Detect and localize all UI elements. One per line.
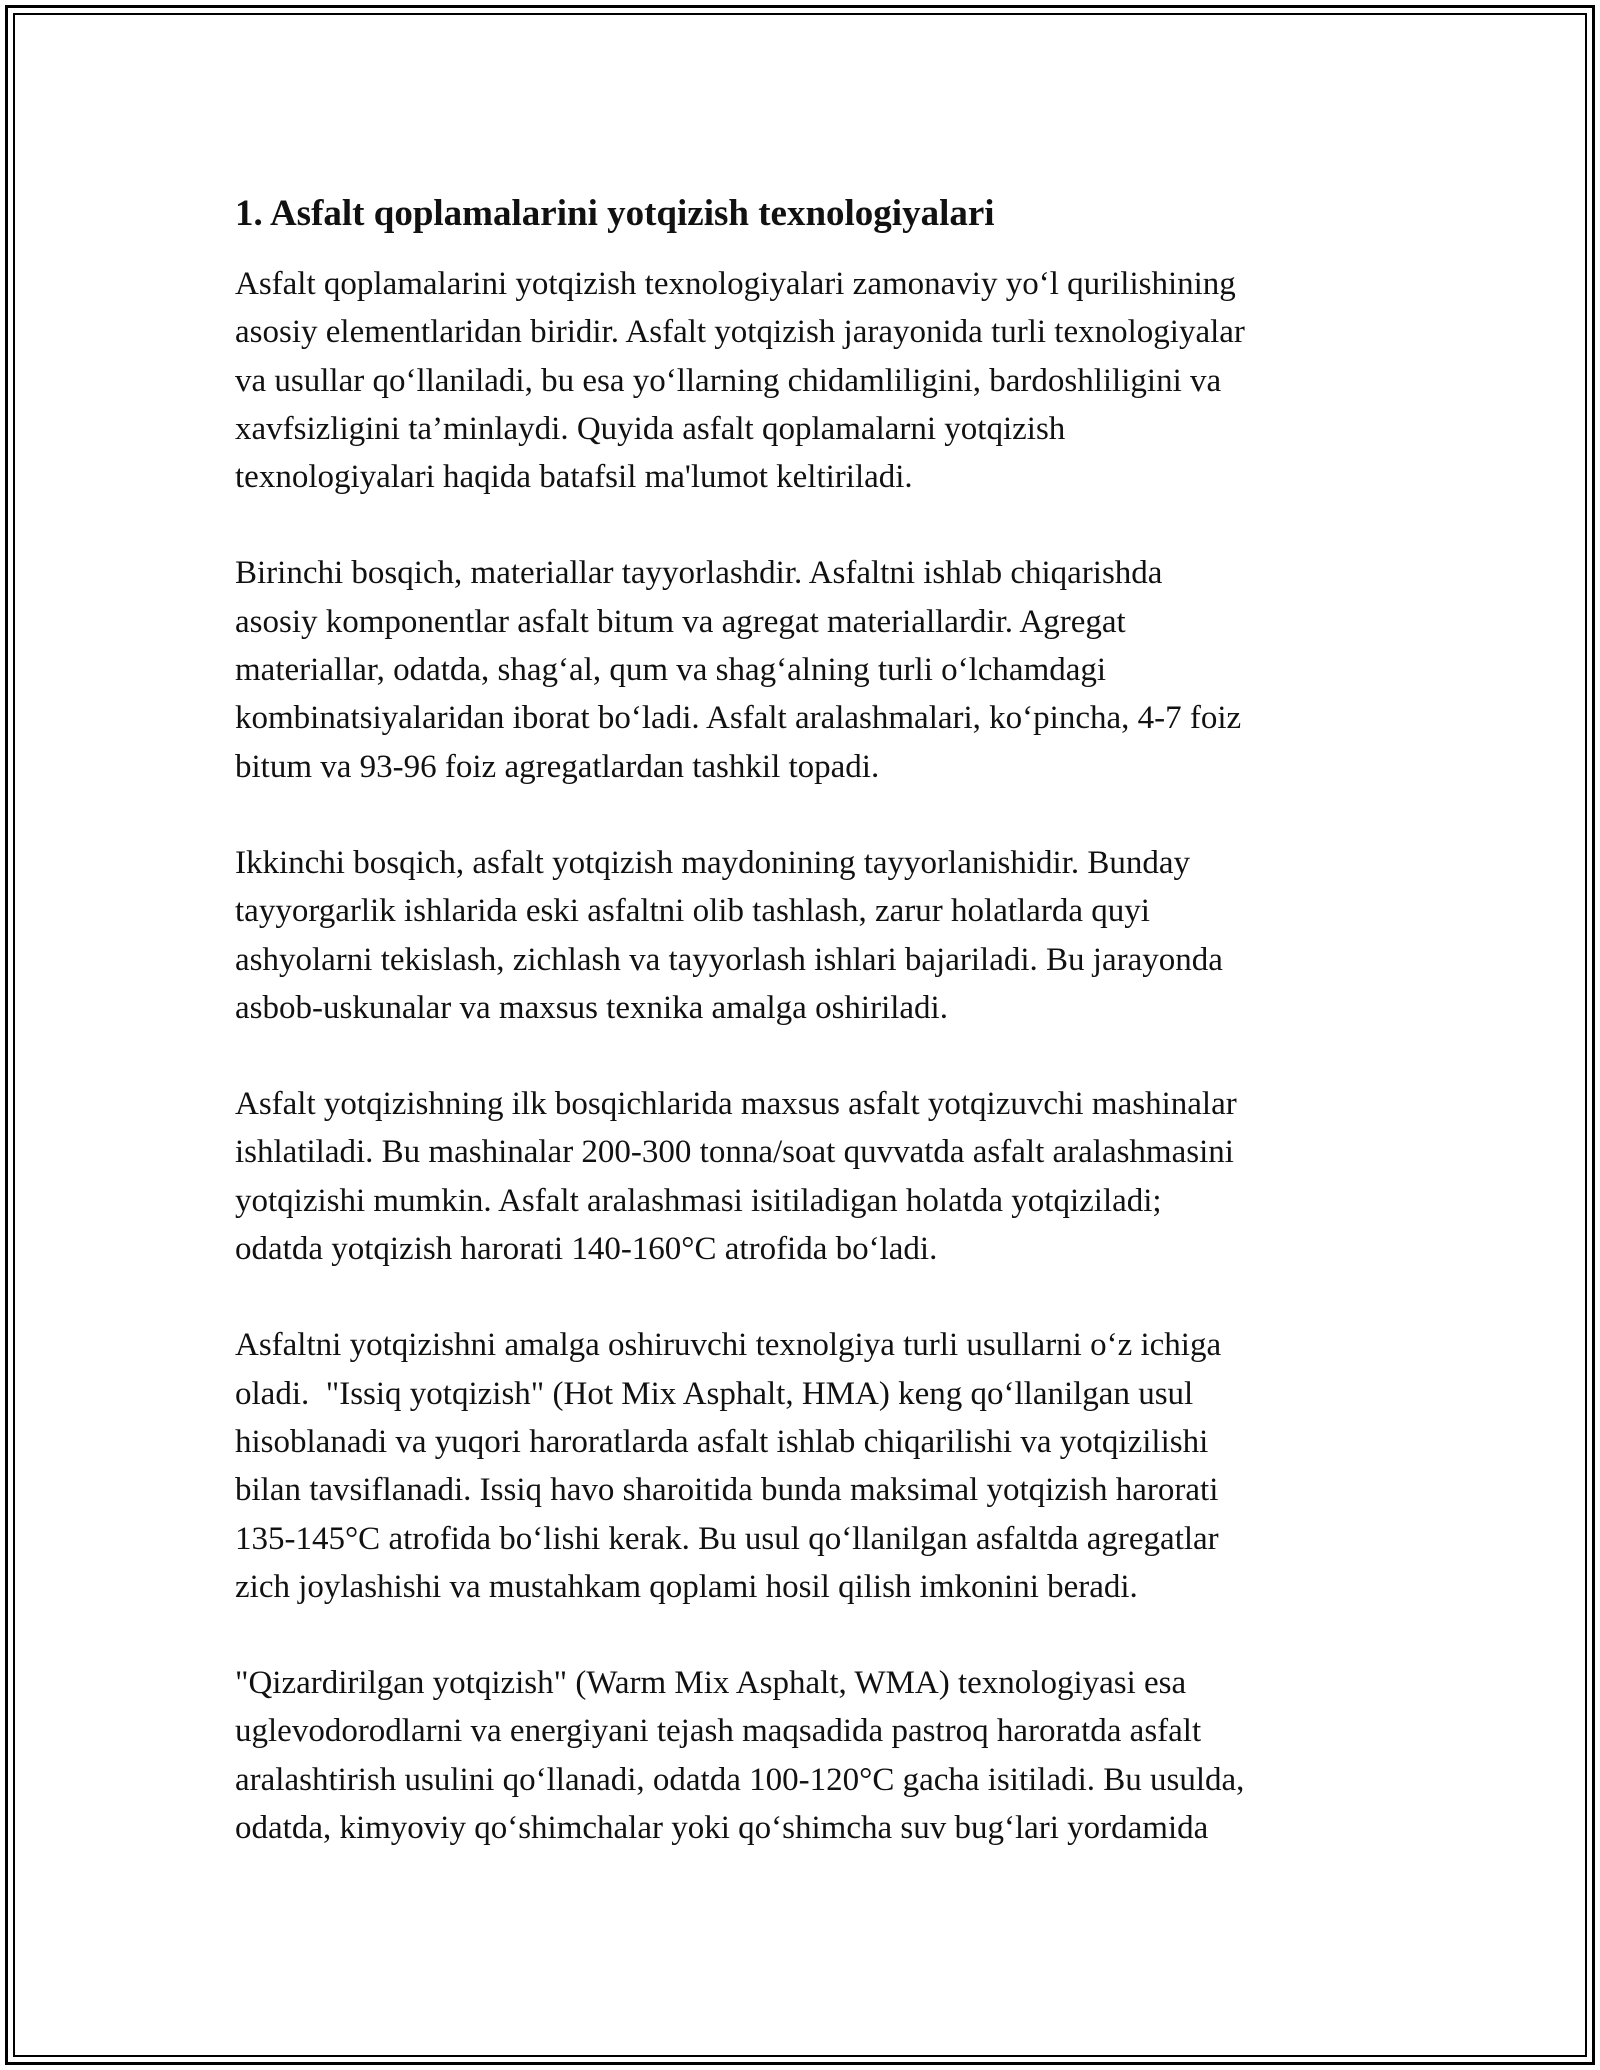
text-line: yotqizishi mumkin. Asfalt aralashmasi isitiladigan holatda yotqiziladi;: [235, 1182, 1162, 1219]
text-line: asosiy komponentlar asfalt bitum va agregat materiallardir. Agregat: [235, 603, 1126, 640]
text-line: bilan tavsiflanadi. Issiq havo sharoitida bunda maksimal yotqizish harorati: [235, 1472, 1219, 1509]
text-line: hisoblanadi va yuqori haroratlarda asfalt ishlab chiqarilishi va yotqizilishi: [235, 1423, 1209, 1460]
paragraph: [235, 1080, 1375, 1273]
text-line: Asfaltni yotqizishni amalga oshiruvchi texnolgiya turli usullarni o‘z ichiga: [235, 1327, 1222, 1364]
text-line: tayyorgarlik ishlarida eski asfaltni olib tashlash, zarur holatlarda quyi: [235, 893, 1150, 930]
text-line: asbob-uskunalar va maxsus texnika amalga oshiriladi.: [235, 989, 948, 1026]
paragraph: [235, 1659, 1375, 1852]
text-line: ishlatiladi. Bu mashinalar 200-300 tonna/soat quvvatda asfalt aralashmasini: [235, 1134, 1234, 1171]
text-line: odatda, kimyoviy qo‘shimchalar yoki qo‘shimcha suv bug‘lari yordamida: [235, 1810, 1209, 1847]
text-line: Birinchi bosqich, materiallar tayyorlashdir. Asfaltni ishlab chiqarishda: [235, 555, 1163, 592]
paragraph: [235, 549, 1375, 790]
text-line: zich joylashishi va mustahkam qoplami hosil qilish imkonini beradi.: [235, 1568, 1138, 1605]
paragraph: [235, 260, 1375, 501]
text-line: asosiy elementlaridan biridir. Asfalt yotqizish jarayonida turli texnologiyalar: [235, 314, 1245, 351]
paragraph: [235, 839, 1375, 1032]
paragraphs-container: [235, 260, 1375, 1852]
text-line: Ikkinchi bosqich, asfalt yotqizish maydonining tayyorlanishidir. Bunday: [235, 844, 1191, 881]
document-body: [235, 186, 1375, 1900]
text-line: aralashtirish usulini qo‘llanadi, odatda 100-120°C gacha isitiladi. Bu usulda,: [235, 1761, 1245, 1798]
text-line: 135-145°C atrofida bo‘lishi kerak. Bu usul qo‘llanilgan asfaltda agregatlar: [235, 1520, 1219, 1557]
text-line: Asfalt yotqizishning ilk bosqichlarida maxsus asfalt yotqizuvchi mashinalar: [235, 1086, 1237, 1123]
text-line: bitum va 93-96 foiz agregatlardan tashkil topadi.: [235, 748, 880, 785]
text-line: texnologiyalari haqida batafsil ma'lumot keltiriladi.: [235, 459, 913, 496]
text-line: Asfalt qoplamalarini yotqizish texnologiyalari zamonaviy yo‘l qurilishining: [235, 266, 1236, 302]
text-line: kombinatsiyalaridan iborat bo‘ladi. Asfalt aralashmalari, ko‘pincha, 4-7 foiz: [235, 700, 1242, 737]
text-line: oladi. "Issiq yotqizish" (Hot Mix Asphalt, HMA) keng qo‘llanilgan usul: [235, 1375, 1194, 1412]
text-line: va usullar qo‘llaniladi, bu esa yo‘llarning chidamliligini, bardoshliligini va: [235, 362, 1222, 399]
text-line: uglevodorodlarni va energiyani tejash maqsadida pastroq haroratda asfalt: [235, 1713, 1202, 1750]
text-line: materiallar, odatda, shag‘al, qum va shag‘alning turli o‘lchamdagi: [235, 652, 1107, 689]
section-heading: 1. Asfalt qoplamalarini yotqizish texnologiyalari: [235, 193, 995, 234]
paragraph: [235, 1321, 1375, 1611]
text-line: ashyolarni tekislash, zichlash va tayyorlash ishlari bajariladi. Bu jarayonda: [235, 941, 1223, 978]
text-line: xavfsizligini ta’minlaydi. Quyida asfalt qoplamalarni yotqizish: [235, 410, 1066, 447]
text-line: odatda yotqizish harorati 140-160°C atrofida bo‘ladi.: [235, 1231, 938, 1268]
text-line: "Qizardirilgan yotqizish" (Warm Mix Asphalt, WMA) texnologiyasi esa: [235, 1665, 1187, 1702]
